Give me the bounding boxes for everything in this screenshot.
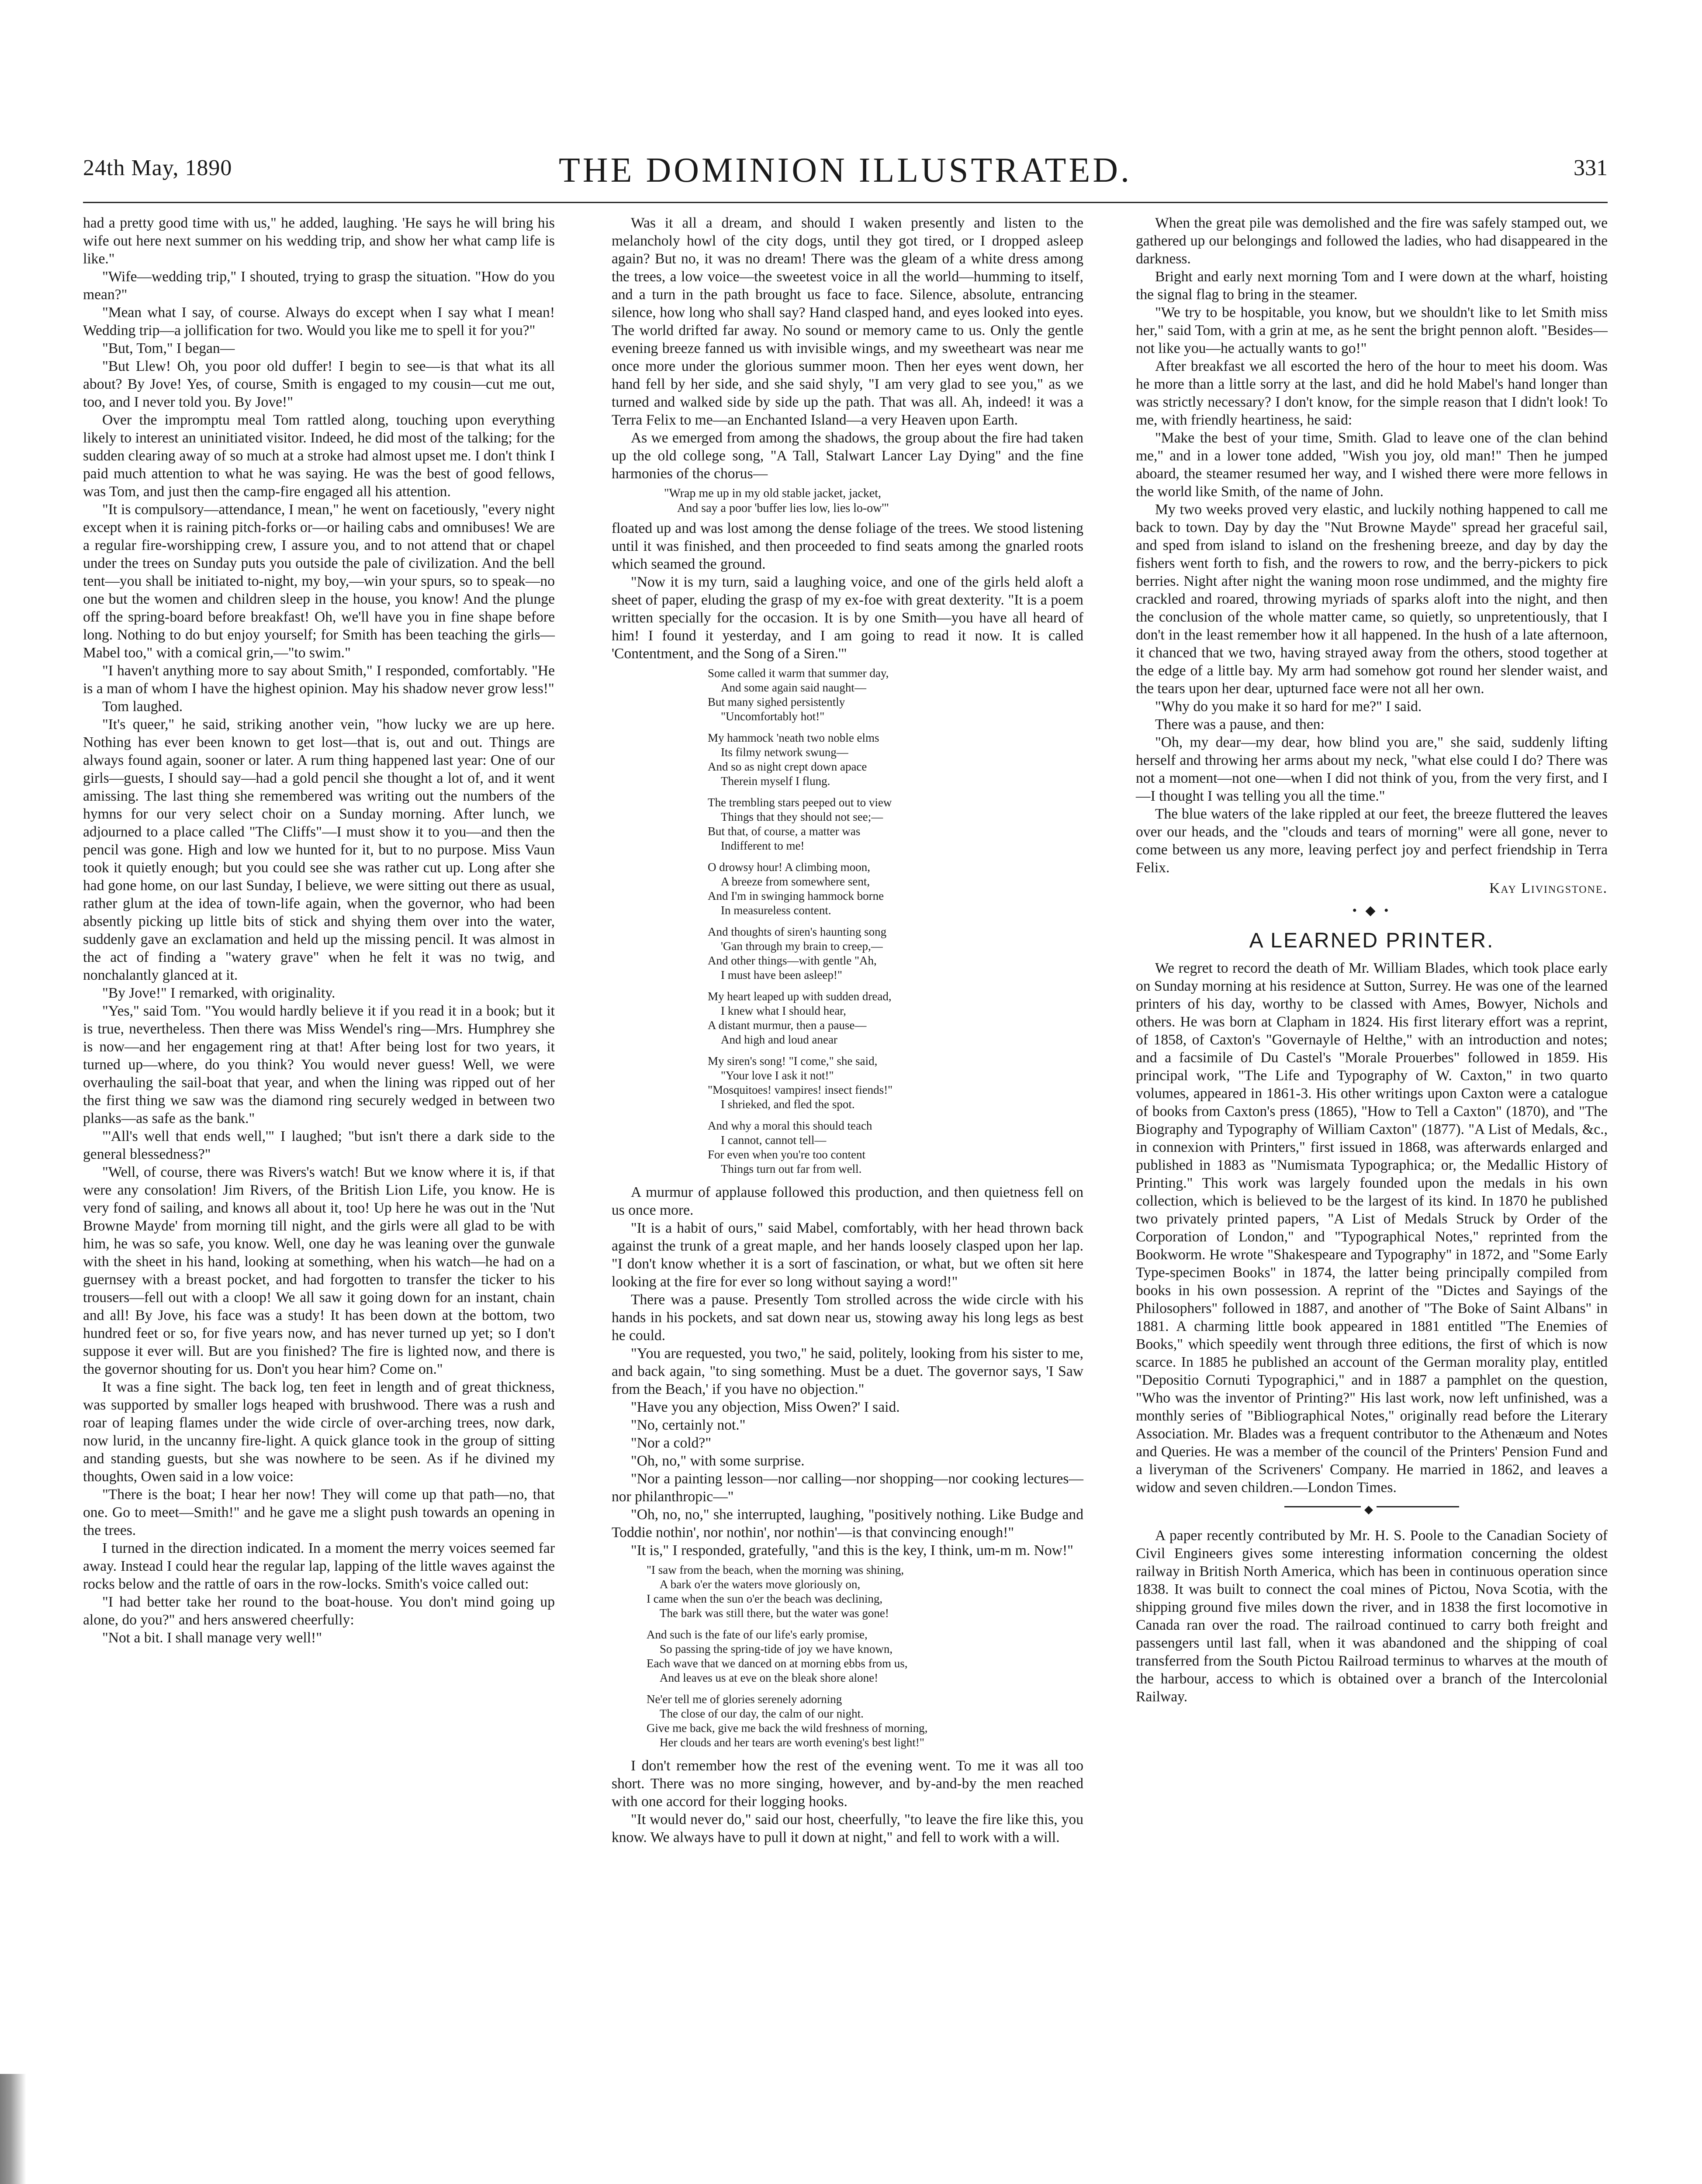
poem-line: A breeze from somewhere sent, <box>721 875 870 888</box>
paragraph: Tom laughed. <box>102 698 183 715</box>
column-3 <box>1136 214 1608 1706</box>
song-line: Give me back, give me back the wild freshness of morning, <box>647 1721 928 1735</box>
paragraph: "Have you any objection, Miss Owen?' I said. <box>631 1399 900 1415</box>
paragraph: "There is the boat; I hear her now! They will come up that path—no, that one. Go to meet—Smith!" and he gave me a slight push towards an opening in the trees. <box>83 1486 555 1538</box>
paragraph: "But Llew! Oh, you poor old duffer! I begin to see—is that what its all about? By Jove! Yes, of course, Smith is engaged to my cousin—cut me out, too, and I never told you. By Jove!" <box>83 358 555 410</box>
poem-line: My heart leaped up with sudden dread, <box>708 990 892 1003</box>
poem-line: I knew what I should hear, <box>721 1004 846 1017</box>
song-line: So passing the spring-tide of joy we have known, <box>660 1642 893 1655</box>
poem-line: Its filmy network swung— <box>721 746 848 759</box>
poem-line: And so as night crept down apace <box>708 760 867 773</box>
poem-line: And thoughts of siren's haunting song <box>708 925 887 938</box>
song-line: The bark was still there, but the water was gone! <box>660 1607 889 1620</box>
song-stanza <box>612 1692 1083 1750</box>
song-line: I came when the sun o'er the beach was declining, <box>647 1592 883 1605</box>
poem-contentment <box>612 666 1083 1176</box>
paragraph: Over the impromptu meal Tom rattled along, touching upon everything likely to interest an uninitiated visitor. Indeed, he did most of the talking; for the sudden clearing away of so much at a stroke had almost upset me. I don't think I paid much attention to what he was saying. He was the best of good fellows, was Tom, and just then the camp-fire engaged all his attention. <box>83 412 555 500</box>
poem-stanza <box>612 731 1083 788</box>
song-line: A bark o'er the waters move gloriously on, <box>660 1578 861 1591</box>
section-divider <box>1284 1503 1459 1516</box>
paragraph: "'All's well that ends well,'" I laughed; "but isn't there a dark side to the general blessedness?" <box>83 1128 555 1162</box>
paragraph: "Oh, my dear—my dear, how blind you are," she said, suddenly lifting herself and throwing her arms about my neck, "what else could I do? There was not a moment—not one—when I did not think of you, from the very first, and I—I thought I was telling you all the time." <box>1136 734 1608 804</box>
paragraph: Was it all a dream, and should I waken presently and listen to the melancholy howl of the city dogs, until they got tired, or I dropped asleep again? But no, it was no dream! There was the gleam of a white dress among the trees, a low voice—the sweetest voice in all the world—humming to itself, and a turn in the path brought us face to face. Silence, absolute, entrancing silence, how long who shall say? Hand clasped hand, and eyes looked into eyes. The world drifted far away. No sound or memory came to us. Only the gentle evening breeze fanned us with invisible wings, and my sweetheart was near me once more under the glorious summer moon. Then her eyes went down, her hand fell by her side, and she said shyly, "I am very glad to see you," as we turned and walked side by side up the path. That was all. Ah, indeed! it was a Terra Felix to me—an Enchanted Island—a very Heaven upon Earth. <box>612 215 1083 428</box>
paragraph: The blue waters of the lake rippled at our feet, the breeze fluttered the leaves over our heads, and the "clouds and tears of morning" were all gone, never to come between us any more, leaving perfect joy and perfect friendship in Terra Felix. <box>1136 806 1608 876</box>
paragraph: "I had better take her round to the boat-house. You don't mind going up alone, do you?" and hers answered cheerfully: <box>83 1594 555 1628</box>
paragraph: A murmur of applause followed this production, and then quietness fell on us once more. <box>612 1184 1083 1218</box>
poem-line: I shrieked, and fled the spot. <box>721 1098 855 1111</box>
poem-line: 'Gan through my brain to creep,— <box>721 940 883 953</box>
section-ornament: • ◆ • <box>1352 903 1391 918</box>
paragraph: "It would never do," said our host, cheerfully, "to leave the fire like this, you know. We always have to pull it down at night," and fell to work with a will. <box>612 1811 1083 1845</box>
paragraph: "Now it is my turn, said a laughing voice, and one of the girls held aloft a sheet of paper, eluding the grasp of my ex-foe with great dexterity. "It is a poem written specially for the occasion. It is by one Smith—you have all heard of him! I found it yesterday, and I am going to read it now. It is called 'Contentment, and the Song of a Siren.'" <box>612 574 1083 662</box>
poem-line: "Mosquitoes! vampires! insect fiends!" <box>708 1083 893 1096</box>
song-line: Her clouds and her tears are worth evening's best light!" <box>660 1736 924 1749</box>
chorus-line: And say a poor 'buffer lies low, lies lo-ow'" <box>677 501 889 515</box>
poem-stanza <box>612 1054 1083 1112</box>
paragraph: "Mean what I say, of course. Always do except when I say what I mean! Wedding trip—a jollification for two. Would you like me to spell it for you?" <box>83 304 555 339</box>
page-number: 331 <box>1574 156 1608 180</box>
poem-line: I cannot, cannot tell— <box>721 1133 827 1147</box>
column-2 <box>612 214 1083 1846</box>
poem-line: "Your love I ask it not!" <box>721 1069 834 1082</box>
paragraph: As we emerged from among the shadows, the group about the fire had taken up the old college song, "A Tall, Stalwart Lancer Lay Dying" and the fine harmonies of the chorus— <box>612 430 1083 482</box>
column-1-text <box>83 214 555 1647</box>
paragraph: floated up and was lost among the dense foliage of the trees. We stood listening until it was finished, and then proceeded to find seats among the gnarled roots which seamed the ground. <box>612 520 1083 572</box>
song-line: And leaves us at eve on the bleak shore alone! <box>660 1671 879 1684</box>
paragraph: I don't remember how the rest of the evening went. To me it was all too short. There was no more singing, however, and by-and-by the men reached with one accord for their logging hooks. <box>612 1758 1083 1810</box>
page-header <box>83 151 1608 199</box>
paragraph: My two weeks proved very elastic, and luckily nothing happened to call me back to town. Day by day the "Nut Browne Mayde" spread her graceful sail, and sped from island to island on the freshening breeze, and day by day the fishers went forth to fish, and the rowers to row, and the berry-pickers to pick berries. Night after night the waning moon rose undimmed, and the mighty fire crackled and roared, throwing myriads of sparks aloft into the night, and then the conclusion of the whole matter came, so quietly, so unpretentiously, that I don't in the least remember how it all happened. In the hush of a late afternoon, it chanced that we two, having strayed away from the others, stood together at the edge of a little bay. My arm had somehow got round her slender waist, and the tears upon her dear, upturned face were not all her own. <box>1136 501 1608 697</box>
page-edge-shadow <box>0 2074 26 2184</box>
paragraph: "By Jove!" I remarked, with originality. <box>102 985 336 1001</box>
poem-line: But that, of course, a matter was <box>708 825 861 838</box>
paragraph: "Nor a painting lesson—nor calling—nor shopping—nor cooking lectures—nor philanthropic—" <box>612 1471 1083 1505</box>
poem-line: Indifferent to me! <box>721 839 805 852</box>
paragraph: When the great pile was demolished and the fire was safely stamped out, we gathered up our belongings and followed the ladies, who had disappeared in the darkness. <box>1136 215 1608 267</box>
poem-line: In measureless content. <box>721 904 831 917</box>
poem-line: Therein myself I flung. <box>721 774 830 788</box>
poem-stanza <box>612 795 1083 853</box>
chorus-quote <box>612 486 1083 516</box>
paragraph: "Well, of course, there was Rivers's watch! But we know where it is, if that were any consolation! Jim Rivers, of the British Lion Life, you know. He is very fond of sailing, and knows all about it, too! Up here he was out in the 'Nut Browne Mayde' from morning till night, and the girls were all glad to be with him, he was so safe, you know. Well, one day he was leaning over the gunwale with the sheet in his hand, looking at something, when his watch—he had on a guernsey with a breast pocket, and had forgotten to transfer the ticker to his trousers—fell out with a cloop! We all saw it going down for an instant, chain and all! By Jove, his face was a study! It has been down at the bottom, two hundred feet or so, for five years now, and has never turned up yet; so I don't suppose it ever will. But are you finished? The fire is lighted now, and there is the governor shouting for us. Don't you hear him? Come on." <box>83 1164 555 1377</box>
song-line: The close of our day, the calm of our night. <box>660 1707 864 1720</box>
paragraph: "I haven't anything more to say about Smith," I responded, comfortably. "He is a man of whom I have the highest opinion. May his shadow never grow less!" <box>83 663 555 697</box>
poem-line: And I'm in swinging hammock borne <box>708 889 884 902</box>
poem-line: Some called it warm that summer day, <box>708 667 889 680</box>
paragraph: Bright and early next morning Tom and I were down at the wharf, hoisting the signal flag to bring in the steamer. <box>1136 269 1608 303</box>
poem-line: For even when you're too content <box>708 1148 866 1161</box>
divider-ornament-icon: ◆ <box>1361 1500 1377 1518</box>
paragraph: "It's queer," he said, striking another vein, "how lucky we are up here. Nothing has ever been known to get lost—that is, out and out. Things are always found again, sooner or later. A rum thing happened last year: One of our girls—guests, I should say—had a gold pencil she thought a lot of, and it went amissing. The last thing she remembered was writing out the numbers of the hymns for our very select choir on a Sunday morning. After lunch, we adjourned to a place called "The Cliffs"—I must show it to you—and then the pencil was gone. High and low we hunted for it, but to no purpose. Miss Vaun took it quietly enough; but you could see she was rather cut up. Long after she had gone home, on our last Sunday, I believe, we were sitting out there as usual, rather glum at the idea of town-life again, when the governor, who had been absently picking up little bits of stick and shying them over into the water, suddenly gave an exclamation and held up the missing pencil. It was almost in the act of finding a "watery grave" when he felt it was no twig, and nonchalantly glanced at it. <box>83 716 555 983</box>
poem-line: Things turn out far from well. <box>721 1162 862 1175</box>
poem-stanza <box>612 666 1083 724</box>
paragraph: After breakfast we all escorted the hero of the hour to meet his doom. Was he more than a little sorry at the last, and did he hold Mabel's hand longer than was strictly necessary? I don't know, for the simple reason that I didn't look! To me, with friendly heartiness, he said: <box>1136 358 1608 428</box>
paragraph: "Oh, no," with some surprise. <box>631 1453 805 1469</box>
issue-date: 24th May, 1890 <box>83 156 232 180</box>
author-signature: Kay Livingstone. <box>1489 880 1608 896</box>
column-1 <box>83 214 555 1647</box>
paragraph: "It is," I responded, gratefully, "and this is the key, I think, um-m m. Now!" <box>631 1542 1073 1559</box>
header-rule <box>83 202 1608 203</box>
chorus-line: "Wrap me up in my old stable jacket, jacket, <box>664 487 882 500</box>
poem-line: A distant murmur, then a pause— <box>708 1019 867 1032</box>
paragraph: It was a fine sight. The back log, ten feet in length and of great thickness, was supported by smaller logs heaped with brushwood. There was a rush and roar of leaping flames under the wide circle of over-arching trees, now dark, now lurid, in the uncanny fire-light. A quick glance took in the group of sitting and standing guests, but she was nowhere to be seen. As if he divined my thoughts, Owen said in a low voice: <box>83 1379 555 1485</box>
paragraph: had a pretty good time with us," he added, laughing. 'He says he will bring his wife out here next summer on his wedding trip, and show her what camp life is like." <box>83 215 555 267</box>
poem-line: And some again said naught— <box>721 681 866 694</box>
paragraph: "Nor a cold?" <box>631 1435 712 1451</box>
masthead-title: THE DOMINION ILLUSTRATED. <box>558 151 1132 190</box>
poem-line: My siren's song! "I come," she said, <box>708 1054 878 1068</box>
poem-line: But many sighed persistently <box>708 695 845 708</box>
poem-line: I must have been asleep!" <box>721 968 842 981</box>
song-stanza <box>612 1563 1083 1621</box>
poem-line: Things that they should not see;— <box>721 810 883 823</box>
poem-line: And why a moral this should teach <box>708 1119 872 1132</box>
song-line: Ne'er tell me of glories serenely adorning <box>647 1693 842 1706</box>
paragraph: "Why do you make it so hard for me?" I said. <box>1155 698 1422 715</box>
paragraph: We regret to record the death of Mr. William Blades, which took place early on Sunday morning at his residence at Sutton, Surrey. He was one of the learned printers of his day, worthy to be classed with Ames, Bowyer, Nichols and others. He was born at Clapham in 1824. His first literary effort was a reprint, of 1858, of Caxton's "Governayle of Helthe," with an introduction and notes; and a facsimile of Du Castel's "Morale Prouerbes" followed in 1859. His principal work, "The Life and Typography of W. Caxton," in two quarto volumes, appeared in 1861-3. His other writings upon Caxton were a catalogue of books from Caxton's press (1865), "How to Tell a Caxton" (1870), and "The Biography and Typography of William Caxton" (1877). "A List of Medals, &c., in connexion with Printers," first issued in 1868, was afterwards enlarged and published in 1883 as "Numismata Typographica; or, the Medallic History of Printing." This work was largely founded upon the medals in his own collection, which is believed to be the largest of its kind. In 1870 he published two privately printed papers, "A List of Medals Struck by Order of the Corporation of London," and "Typographical Notes," reprinted from the Bookworm. He wrote "Shakespeare and Typography" in 1872, and "Some Early Type-specimen Books" in 1874, the latter being principally compiled from books in his own possession. A reprint of the "Dictes and Sayings of the Philosophers" followed in 1887, and another of "The Boke of Saint Albans" in 1881. A charming little book appeared in 1881 entitled "The Enemies of Books," which speedily went through three editions, the first of which is now scarce. In 1885 he published an account of the German morality play, entitled "Depositio Cornuti Typographici," and in 1887 a pamphlet on the question, "Who was the inventor of Printing?" His last work, now left unfinished, was a monthly series of "Bibliographical Notes," originally read before the Literary Association. Mr. Blades was a frequent contributor to the Athenæum and Notes and Queries. He was a member of the council of the Printers' Pension Fund and a liveryman of the Scriveners' Company. He married in 1862, and leaves a widow and seven children.—London Times. <box>1136 960 1608 1496</box>
song-line: Each wave that we danced on at morning ebbs from us, <box>647 1657 908 1670</box>
poem-stanza <box>612 989 1083 1047</box>
song-line: And such is the fate of our life's early promise, <box>647 1628 868 1641</box>
paragraph: "Oh, no, no," she interrupted, laughing, "positively nothing. Like Budge and Toddie nothin', nor nothin', nor nothin'—is that convincing enough!" <box>612 1507 1083 1541</box>
article-heading: A LEARNED PRINTER. <box>1249 929 1494 952</box>
poem-stanza <box>612 860 1083 918</box>
song-i-saw-from-the-beach <box>612 1563 1083 1750</box>
paragraph: A paper recently contributed by Mr. H. S. Poole to the Canadian Society of Civil Engineers gives some interesting information concerning the oldest railway in British North America, which has been in continuous operation since 1838. It was built to connect the coal mines of Pictou, Nova Scotia, with the shipping ground five miles down the river, and in 1838 the first locomotive in Canada ran over the road. The railroad continued to carry both freight and passengers until last fall, when it was abandoned and the shipping of coal transferred from the South Pictou Railroad terminus to wharves at the mouth of the harbour, access to which is obtained over a branch of the Intercolonial Railway. <box>1136 1527 1608 1705</box>
paragraph: "Wife—wedding trip," I shouted, trying to grasp the situation. "How do you mean?" <box>83 269 555 303</box>
song-line: "I saw from the beach, when the morning was shining, <box>647 1563 904 1576</box>
paragraph: "No, certainly not." <box>631 1417 746 1433</box>
poem-line: O drowsy hour! A climbing moon, <box>708 860 870 874</box>
poem-line: And high and loud anear <box>721 1033 837 1046</box>
paragraph: There was a pause, and then: <box>1155 716 1325 733</box>
paragraph: "But, Tom," I began— <box>102 340 235 356</box>
paragraph: I turned in the direction indicated. In a moment the merry voices seemed far away. Instead I could hear the regular lap, lapping of the little waves against the rocks below and the rattle of oars in the row-locks. Smith's voice called out: <box>83 1540 555 1592</box>
paragraph: "Not a bit. I shall manage very well!" <box>102 1630 322 1646</box>
paragraph: "It is a habit of ours," said Mabel, comfortably, with her head thrown back against the trunk of a great maple, and her hands loosely clasped upon her lap. "I don't know whether it is a sort of fascination, or what, but we often sit here looking at the fire for ever so long without saying a word!" <box>612 1220 1083 1290</box>
song-stanza <box>612 1628 1083 1685</box>
poem-line: And other things—with gentle "Ah, <box>708 954 877 967</box>
paragraph: "You are requested, you two," he said, politely, looking from his sister to me, and back again, "to sing something. Must be a duet. The governor says, 'I Saw from the Beach,' if you have no objection." <box>612 1345 1083 1397</box>
paragraph: "Yes," said Tom. "You would hardly believe it if you read it in a book; but it is true, nevertheless. Then there was Miss Wendel's ring—Mrs. Humphrey she is now—and her engagement ring at that! After being lost for two years, it turned up—where, do you think? You would never guess! Well, we were overhauling the sail-boat that year, and when the lining was ripped out of her the first thing we saw was the diamond ring securely wedged in between two planks—as safe as the bank." <box>83 1003 555 1127</box>
poem-line: My hammock 'neath two noble elms <box>708 731 879 744</box>
spacer <box>1136 1517 1608 1527</box>
paragraph: "We try to be hospitable, you know, but we shouldn't like to let Smith miss her," said Tom, with a grin at me, as he sent the bright pennon aloft. "Besides—not like you—he actually wants to go!" <box>1136 304 1608 356</box>
poem-line: "Uncomfortably hot!" <box>721 710 825 723</box>
paragraph: There was a pause. Presently Tom strolled across the wide circle with his hands in his pockets, and sat down near us, stowing away his long legs as best he could. <box>612 1292 1083 1344</box>
poem-stanza <box>612 1119 1083 1176</box>
poem-stanza <box>612 925 1083 982</box>
paragraph: "Make the best of your time, Smith. Glad to leave one of the clan behind me," and in a lower tone added, "Wish you joy, old man!" Then he jumped aboard, the steamer resumed her way, and I wished there were more fellows in the world like Smith, of the name of John. <box>1136 430 1608 500</box>
poem-line: The trembling stars peeped out to view <box>708 796 892 809</box>
paragraph: "It is compulsory—attendance, I mean," he went on facetiously, "every night except when it is raining pitch-forks or—or hailing cabs and omnibuses! We are a regular fire-worshipping crew, I assure you, and to not attend that or chapel under the trees on Sunday puts you outside the pale of civilization. And the bell tent—you shall be initiated to-night, my boy,—win your spurs, so to speak—no one but the women and children sleep in the house, you know! And the plunge off the spring-board before breakfast! Oh, we'll have you in fine shape before long. Nothing to do but enjoy yourself; for Smith has been teaching the girls—Mabel too," with a comical grin,—"to swim." <box>83 501 555 661</box>
